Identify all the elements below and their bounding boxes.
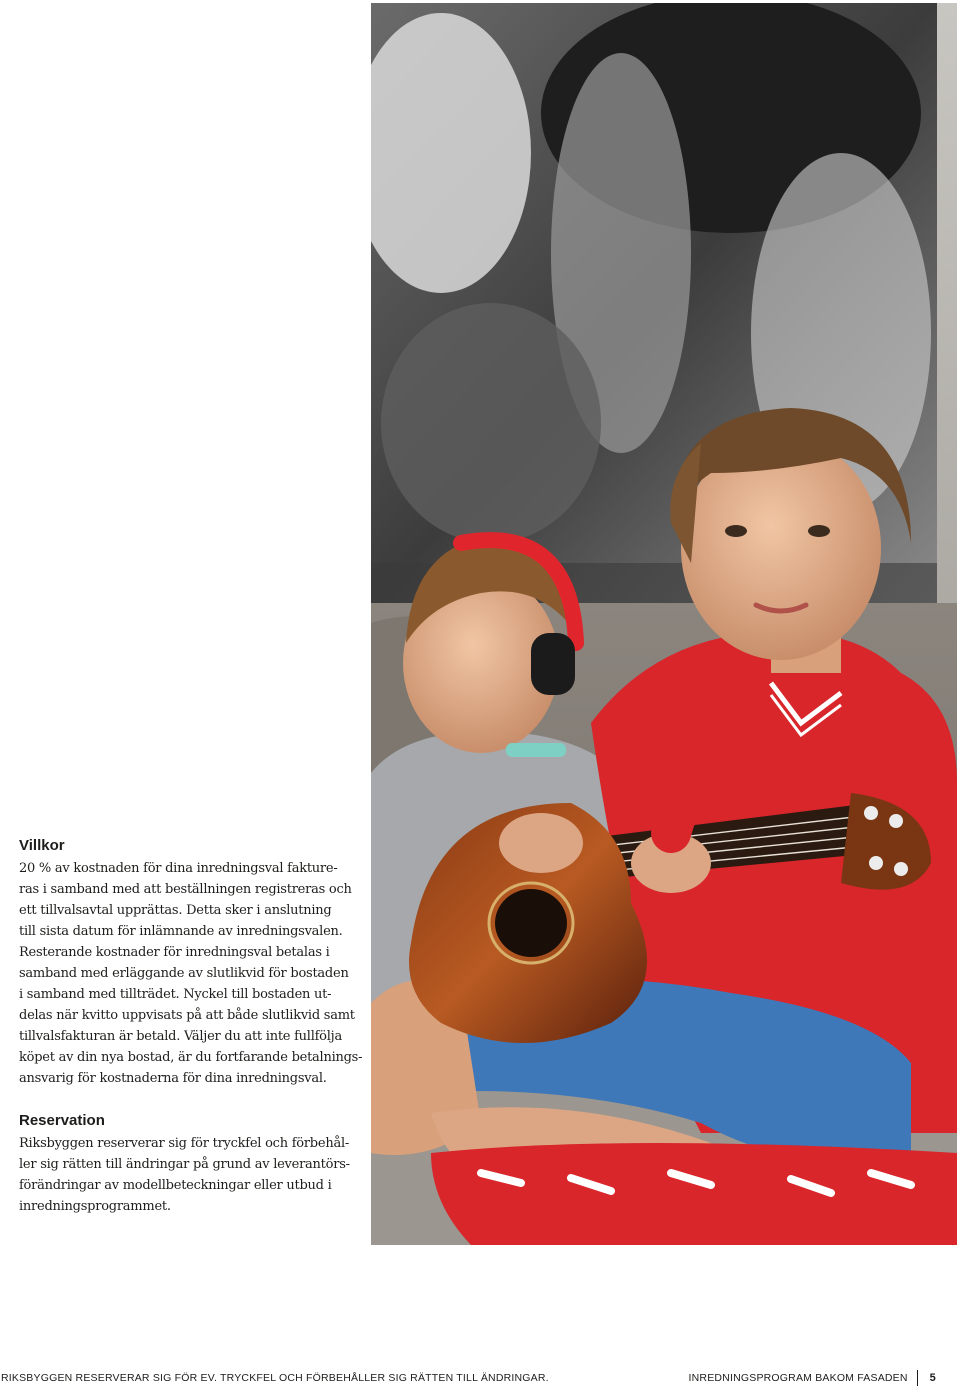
section-reservation: [19, 1111, 364, 1217]
page-number: 5: [929, 1372, 936, 1384]
footer-divider: [917, 1370, 918, 1386]
photo-illustration: [371, 3, 957, 1245]
text-line: inredningsprogrammet.: [19, 1199, 171, 1214]
text-line: köpet av din nya bostad, är du fortfarande betalnings-: [19, 1050, 363, 1065]
text-line: i samband med tillträdet. Nyckel till bostaden ut-: [19, 987, 332, 1002]
section-body-villkor: [19, 858, 364, 1089]
text-line: 20 % av kostnaden för dina inredningsval fakture-: [19, 861, 338, 876]
section-heading-villkor: Villkor: [19, 837, 65, 854]
text-line: delas när kvitto uppvisats på att både slutlikvid samt: [19, 1008, 355, 1023]
section-body-reservation: [19, 1133, 364, 1217]
text-line: samband med erläggande av slutlikvid för bostaden: [19, 966, 349, 981]
text-line: förändringar av modellbeteckningar eller utbud i: [19, 1178, 332, 1193]
text-line: ett tillvalsavtal upprättas. Detta sker i anslutning: [19, 903, 332, 918]
section-villkor: [19, 836, 364, 1089]
text-line: ras i samband med att beställningen registreras och: [19, 882, 352, 897]
text-line: Riksbyggen reserverar sig för tryckfel och förbehål-: [19, 1136, 349, 1151]
footer-right: [689, 1370, 936, 1386]
text-line: Resterande kostnader för inredningsval betalas i: [19, 945, 330, 960]
photo-children-guitar: [371, 3, 957, 1245]
text-line: tillvalsfakturan är betald. Väljer du att inte fullfölja: [19, 1029, 342, 1044]
text-column: [19, 836, 364, 1217]
text-line: till sista datum för inlämnande av inredningsvalen.: [19, 924, 343, 939]
section-heading-reservation: Reservation: [19, 1112, 105, 1129]
footer-section-title: INREDNINGSPROGRAM BAKOM FASADEN: [688, 1372, 908, 1384]
footer-disclaimer: RIKSBYGGEN RESERVERAR SIG FÖR EV. TRYCKFEL OCH FÖRBEHÅLLER SIG RÄTTEN TILL ÄNDRINGAR.: [1, 1372, 549, 1384]
text-line: ler sig rätten till ändringar på grund av leverantörs-: [19, 1157, 350, 1172]
page-footer: [0, 1370, 960, 1386]
text-line: ansvarig för kostnaderna för dina inredningsval.: [19, 1071, 327, 1086]
